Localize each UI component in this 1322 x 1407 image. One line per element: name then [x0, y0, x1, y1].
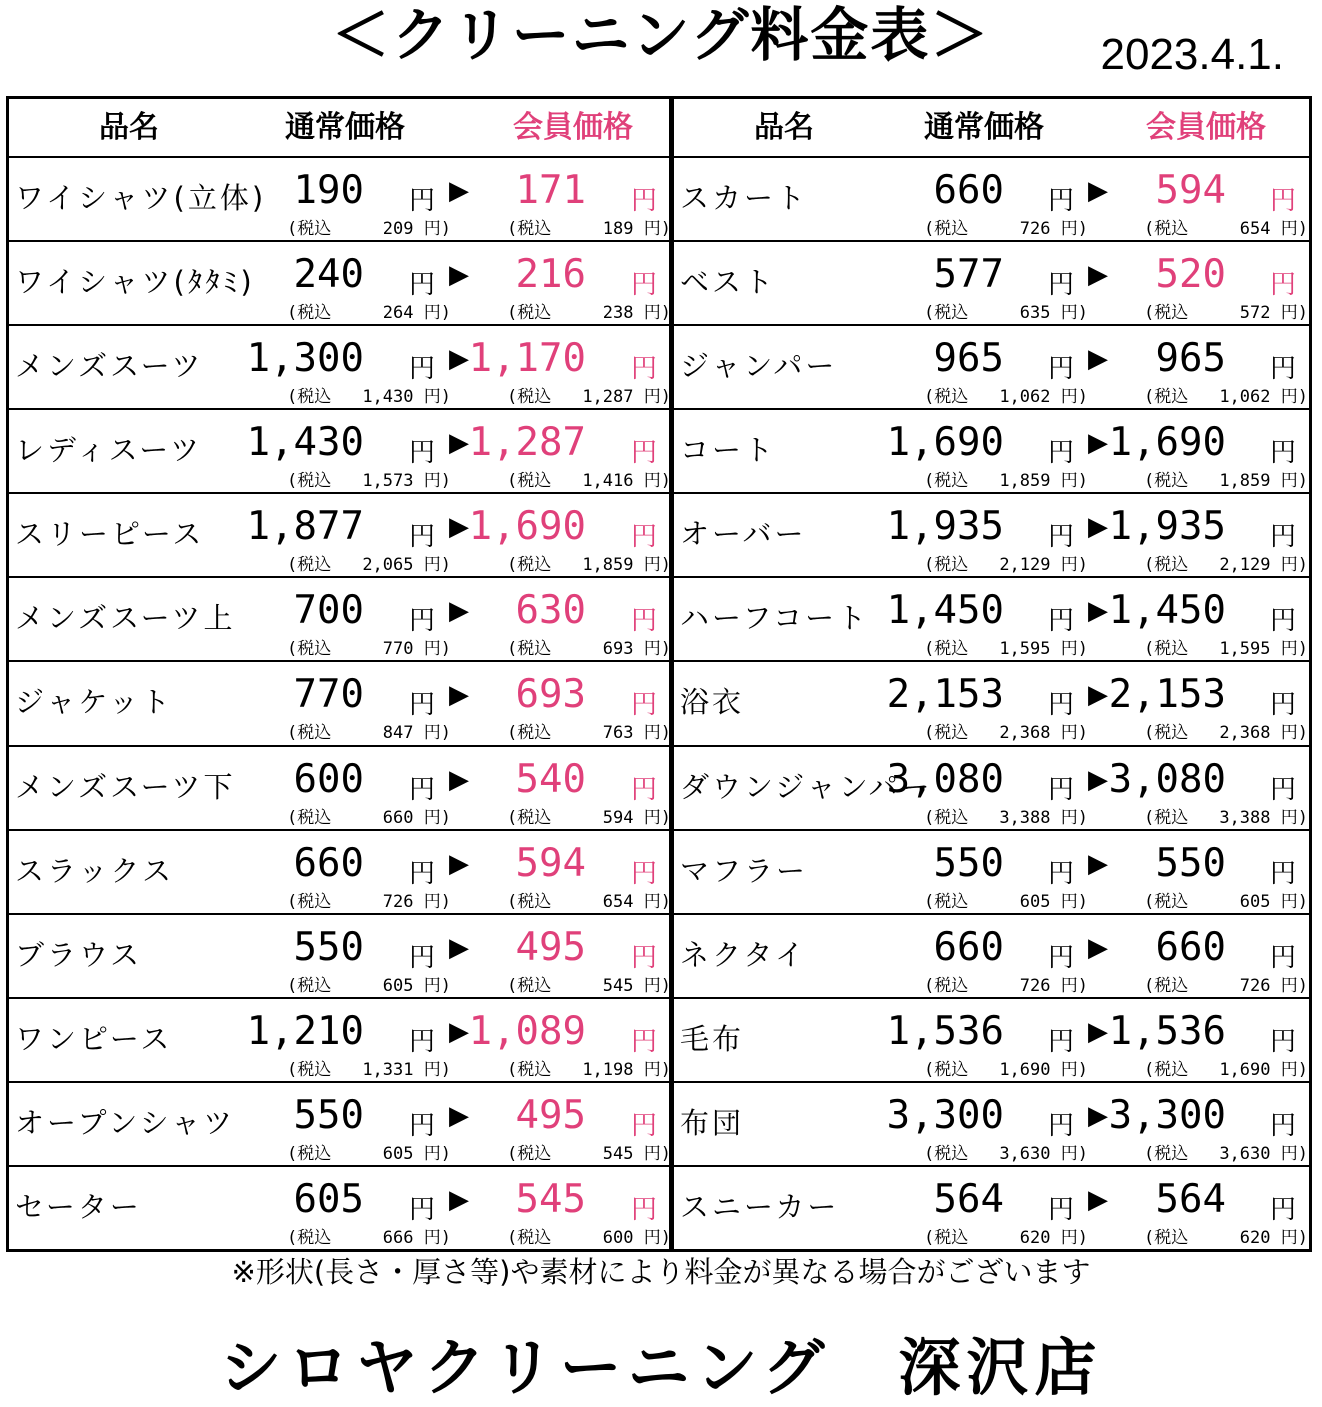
regular-tax-included: (税込 1,331 円)	[287, 1059, 451, 1080]
arrow-icon: ▶	[1088, 596, 1108, 627]
item-name: マフラー	[680, 853, 809, 888]
item-name: メンズスーツ	[15, 349, 204, 384]
yen-unit: 円	[631, 270, 658, 301]
member-price: 660	[1155, 924, 1226, 970]
regular-tax-included: (税込 1,595 円)	[924, 639, 1088, 660]
member-price: 1,450	[1108, 588, 1226, 634]
regular-tax-included: (税込 1,690 円)	[924, 1059, 1088, 1080]
table-row	[9, 326, 669, 410]
arrow-icon: ▶	[449, 512, 469, 543]
yen-unit: 円	[1048, 606, 1075, 637]
member-tax-included: (税込 1,287 円)	[507, 387, 671, 408]
yen-unit: 円	[631, 186, 658, 216]
arrow-icon: ▶	[1088, 1016, 1108, 1047]
member-price: 545	[515, 1176, 586, 1222]
member-price: 630	[515, 588, 586, 634]
yen-unit: 円	[1048, 270, 1075, 301]
item-name: スリーピース	[15, 517, 205, 552]
member-price: 495	[515, 1092, 586, 1138]
table-row	[674, 662, 1309, 746]
member-price: 171	[515, 168, 586, 213]
arrow-icon: ▶	[449, 596, 469, 627]
yen-unit: 円	[1270, 1110, 1297, 1141]
member-price: 550	[1155, 840, 1226, 886]
yen-unit: 円	[409, 186, 436, 216]
member-price: 3,300	[1108, 1092, 1226, 1138]
item-name: オーバー	[680, 517, 807, 552]
header-member-price: 会員価格	[1146, 110, 1266, 145]
item-name: メンズスーツ下	[15, 769, 236, 804]
table-row	[674, 747, 1309, 831]
table-row	[674, 494, 1309, 578]
regular-tax-included: (税込 2,368 円)	[924, 723, 1088, 744]
table-row	[9, 831, 669, 915]
yen-unit: 円	[631, 522, 658, 553]
yen-unit: 円	[1048, 1110, 1075, 1141]
yen-unit: 円	[1048, 1026, 1075, 1057]
item-name: ハーフコート	[680, 601, 870, 636]
member-price: 594	[515, 840, 586, 886]
yen-unit: 円	[1270, 186, 1297, 216]
arrow-icon: ▶	[449, 1184, 469, 1215]
yen-unit: 円	[631, 1110, 658, 1141]
page-title: ＜クリーニング料金表＞	[331, 1, 991, 69]
item-name: コート	[680, 433, 777, 468]
table-row	[9, 158, 669, 242]
item-name: レディスーツ	[15, 433, 203, 468]
regular-tax-included: (税込 605 円)	[924, 891, 1088, 912]
arrow-icon: ▶	[449, 1016, 469, 1047]
yen-unit: 円	[409, 270, 436, 301]
regular-price: 770	[293, 672, 364, 718]
regular-price: 577	[933, 252, 1004, 298]
yen-unit: 円	[631, 774, 658, 805]
member-tax-included: (税込 1,062 円)	[1144, 387, 1308, 408]
yen-unit: 円	[1270, 1026, 1297, 1057]
member-tax-included: (税込 189 円)	[507, 219, 671, 239]
regular-tax-included: (税込 3,388 円)	[924, 807, 1088, 828]
regular-tax-included: (税込 1,430 円)	[287, 387, 451, 408]
yen-unit: 円	[1270, 942, 1297, 973]
arrow-icon: ▶	[449, 1100, 469, 1131]
table-header-left	[9, 99, 669, 158]
table-row	[674, 578, 1309, 662]
member-price: 216	[515, 252, 586, 298]
regular-tax-included: (税込 605 円)	[287, 975, 451, 996]
regular-price: 660	[293, 840, 364, 886]
yen-unit: 円	[409, 1026, 436, 1057]
item-name: 布団	[680, 1105, 745, 1140]
regular-price: 564	[933, 1176, 1004, 1222]
regular-price: 1,690	[886, 420, 1004, 466]
yen-unit: 円	[1270, 606, 1297, 637]
yen-unit: 円	[1270, 438, 1297, 469]
yen-unit: 円	[1048, 1194, 1075, 1225]
item-name: スニーカー	[680, 1189, 840, 1224]
yen-unit: 円	[409, 606, 436, 637]
regular-tax-included: (税込 264 円)	[287, 303, 451, 324]
arrow-icon: ▶	[449, 176, 469, 206]
regular-tax-included: (税込 1,859 円)	[924, 471, 1088, 492]
member-tax-included: (税込 654 円)	[1144, 219, 1308, 239]
table-row	[9, 915, 669, 999]
regular-tax-included: (税込 3,630 円)	[924, 1143, 1088, 1164]
arrow-icon: ▶	[1088, 428, 1108, 459]
member-tax-included: (税込 238 円)	[507, 303, 671, 324]
regular-tax-included: (税込 660 円)	[287, 807, 451, 828]
member-tax-included: (税込 726 円)	[1144, 975, 1308, 996]
arrow-icon: ▶	[1088, 176, 1108, 206]
regular-price: 965	[933, 336, 1004, 382]
table-row	[674, 831, 1309, 915]
item-name: ワイシャツ(立体)	[15, 181, 267, 215]
member-tax-included: (税込 545 円)	[507, 975, 671, 996]
regular-tax-included: (税込 1,062 円)	[924, 387, 1088, 408]
table-row	[674, 1083, 1309, 1167]
arrow-icon: ▶	[449, 764, 469, 795]
regular-price: 3,080	[886, 756, 1004, 802]
yen-unit: 円	[1270, 522, 1297, 553]
member-tax-included: (税込 1,198 円)	[507, 1059, 671, 1080]
item-name: 毛布	[680, 1021, 745, 1056]
table-row	[9, 662, 669, 746]
table-row	[9, 494, 669, 578]
yen-unit: 円	[631, 858, 658, 889]
table-row	[674, 410, 1309, 494]
regular-tax-included: (税込 726 円)	[924, 219, 1088, 239]
yen-unit: 円	[1048, 186, 1075, 216]
yen-unit: 円	[409, 774, 436, 805]
yen-unit: 円	[631, 1026, 658, 1057]
yen-unit: 円	[1048, 858, 1075, 889]
yen-unit: 円	[409, 690, 436, 721]
price-table-left	[9, 99, 674, 1249]
regular-price: 550	[293, 924, 364, 970]
yen-unit: 円	[409, 1194, 436, 1225]
yen-unit: 円	[409, 942, 436, 973]
regular-tax-included: (税込 726 円)	[287, 891, 451, 912]
member-price: 965	[1155, 336, 1226, 382]
yen-unit: 円	[409, 438, 436, 469]
regular-price: 2,153	[886, 672, 1004, 718]
member-price: 564	[1155, 1176, 1226, 1222]
arrow-icon: ▶	[1088, 1184, 1108, 1215]
member-price: 2,153	[1108, 672, 1226, 718]
arrow-icon: ▶	[1088, 344, 1108, 375]
item-name: セーター	[15, 1189, 142, 1224]
price-table	[6, 96, 1312, 1252]
item-name: スラックス	[15, 853, 175, 888]
price-table-right	[674, 99, 1309, 1249]
regular-price: 1,430	[246, 420, 364, 466]
regular-price: 1,300	[246, 336, 364, 382]
arrow-icon: ▶	[449, 260, 469, 291]
yen-unit: 円	[1048, 690, 1075, 721]
table-row	[674, 242, 1309, 326]
regular-price: 1,536	[886, 1008, 1004, 1054]
item-name: ダウンジャンパー	[680, 769, 933, 804]
header-regular-price: 通常価格	[924, 110, 1044, 145]
regular-price: 1,450	[886, 588, 1004, 634]
member-tax-included: (税込 620 円)	[1144, 1227, 1308, 1248]
member-tax-included: (税込 2,368 円)	[1144, 723, 1308, 744]
arrow-icon: ▶	[1088, 764, 1108, 795]
left-rows	[9, 158, 669, 1249]
yen-unit: 円	[1270, 690, 1297, 721]
arrow-icon: ▶	[1088, 1100, 1108, 1131]
item-name: ブラウス	[15, 937, 143, 972]
regular-price: 240	[293, 252, 364, 298]
arrow-icon: ▶	[1088, 260, 1108, 291]
regular-price: 1,210	[246, 1008, 364, 1054]
member-tax-included: (税込 572 円)	[1144, 303, 1308, 324]
item-name: ワイシャツ(ﾀﾀﾐ)	[15, 265, 255, 300]
regular-price: 550	[293, 1092, 364, 1138]
arrow-icon: ▶	[1088, 512, 1108, 543]
yen-unit: 円	[1048, 522, 1075, 553]
yen-unit: 円	[631, 942, 658, 973]
member-price: 1,935	[1108, 504, 1226, 550]
yen-unit: 円	[631, 438, 658, 469]
regular-price: 660	[933, 168, 1004, 213]
arrow-icon: ▶	[449, 932, 469, 963]
regular-tax-included: (税込 666 円)	[287, 1227, 451, 1248]
table-row	[674, 999, 1309, 1083]
table-row	[9, 747, 669, 831]
effective-date: 2023.4.1.	[1100, 30, 1284, 79]
shop-name: シロヤクリーニング 深沢店	[219, 1331, 1103, 1404]
regular-price: 660	[933, 924, 1004, 970]
member-tax-included: (税込 605 円)	[1144, 891, 1308, 912]
item-name: ジャケット	[15, 685, 173, 720]
yen-unit: 円	[409, 1110, 436, 1141]
regular-tax-included: (税込 209 円)	[287, 219, 451, 239]
member-tax-included: (税込 1,859 円)	[1144, 471, 1308, 492]
regular-tax-included: (税込 770 円)	[287, 639, 451, 660]
member-price: 495	[515, 924, 586, 970]
member-price: 594	[1155, 168, 1226, 213]
yen-unit: 円	[1048, 942, 1075, 973]
member-price: 1,536	[1108, 1008, 1226, 1054]
table-row	[9, 578, 669, 662]
member-tax-included: (税込 1,416 円)	[507, 471, 671, 492]
item-name: ベスト	[680, 265, 777, 300]
member-tax-included: (税込 600 円)	[507, 1227, 671, 1248]
yen-unit: 円	[409, 522, 436, 553]
regular-tax-included: (税込 847 円)	[287, 723, 451, 744]
yen-unit: 円	[1048, 774, 1075, 805]
header-member-price: 会員価格	[513, 110, 633, 145]
member-tax-included: (税込 3,630 円)	[1144, 1143, 1308, 1164]
yen-unit: 円	[1048, 438, 1075, 469]
regular-price: 190	[293, 168, 364, 213]
item-name: 浴衣	[680, 685, 745, 720]
yen-unit: 円	[409, 354, 436, 385]
member-tax-included: (税込 594 円)	[507, 807, 671, 828]
item-name: スカート	[680, 181, 809, 215]
yen-unit: 円	[631, 606, 658, 637]
member-tax-included: (税込 1,859 円)	[507, 555, 671, 576]
member-tax-included: (税込 545 円)	[507, 1143, 671, 1164]
table-row	[9, 410, 669, 494]
member-price: 1,170	[468, 336, 586, 382]
regular-tax-included: (税込 1,573 円)	[287, 471, 451, 492]
arrow-icon: ▶	[1088, 848, 1108, 879]
regular-price: 700	[293, 588, 364, 634]
member-tax-included: (税込 693 円)	[507, 639, 671, 660]
yen-unit: 円	[1270, 270, 1297, 301]
item-name: オープンシャツ	[15, 1105, 236, 1140]
member-price: 693	[515, 672, 586, 718]
regular-tax-included: (税込 635 円)	[924, 303, 1088, 324]
regular-price: 550	[933, 840, 1004, 886]
table-row	[674, 158, 1309, 242]
item-name: ジャンパー	[680, 349, 838, 384]
regular-tax-included: (税込 620 円)	[924, 1227, 1088, 1248]
member-tax-included: (税込 1,690 円)	[1144, 1059, 1308, 1080]
regular-price: 3,300	[886, 1092, 1004, 1138]
member-tax-included: (税込 2,129 円)	[1144, 555, 1308, 576]
member-tax-included: (税込 763 円)	[507, 723, 671, 744]
member-price: 1,690	[1108, 420, 1226, 466]
table-row	[9, 242, 669, 326]
regular-price: 1,935	[886, 504, 1004, 550]
item-name: メンズスーツ上	[15, 601, 236, 636]
header-regular-price: 通常価格	[285, 110, 405, 145]
yen-unit: 円	[409, 858, 436, 889]
arrow-icon: ▶	[1088, 680, 1108, 711]
yen-unit: 円	[1270, 858, 1297, 889]
right-rows	[674, 158, 1309, 1249]
regular-price: 605	[293, 1176, 364, 1222]
table-header-right	[674, 99, 1309, 158]
yen-unit: 円	[1270, 1194, 1297, 1225]
header-name: 品名	[99, 110, 159, 145]
regular-tax-included: (税込 726 円)	[924, 975, 1088, 996]
member-price: 1,089	[468, 1008, 586, 1054]
arrow-icon: ▶	[449, 680, 469, 711]
table-row	[9, 999, 669, 1083]
member-price: 540	[515, 756, 586, 802]
member-tax-included: (税込 1,595 円)	[1144, 639, 1308, 660]
item-name: ワンピース	[15, 1021, 173, 1056]
yen-unit: 円	[631, 354, 658, 385]
table-row	[9, 1083, 669, 1167]
arrow-icon: ▶	[449, 344, 469, 375]
yen-unit: 円	[631, 1194, 658, 1225]
yen-unit: 円	[1270, 774, 1297, 805]
item-name: ネクタイ	[680, 937, 807, 972]
member-price: 1,287	[468, 420, 586, 466]
regular-tax-included: (税込 2,065 円)	[287, 555, 451, 576]
arrow-icon: ▶	[449, 428, 469, 459]
arrow-icon: ▶	[449, 848, 469, 879]
yen-unit: 円	[631, 690, 658, 721]
arrow-icon: ▶	[1088, 932, 1108, 963]
yen-unit: 円	[1270, 354, 1297, 385]
yen-unit: 円	[1048, 354, 1075, 385]
pricing-note: ※形状(長さ・厚さ等)や素材により料金が異なる場合がございます	[231, 1255, 1091, 1289]
regular-tax-included: (税込 2,129 円)	[924, 555, 1088, 576]
table-row	[9, 1167, 669, 1249]
member-tax-included: (税込 3,388 円)	[1144, 807, 1308, 828]
table-row	[674, 915, 1309, 999]
table-row	[674, 1167, 1309, 1249]
member-tax-included: (税込 654 円)	[507, 891, 671, 912]
regular-tax-included: (税込 605 円)	[287, 1143, 451, 1164]
member-price: 3,080	[1108, 756, 1226, 802]
member-price: 1,690	[468, 504, 586, 550]
header-name: 品名	[754, 110, 814, 145]
regular-price: 600	[293, 756, 364, 802]
regular-price: 1,877	[246, 504, 364, 550]
member-price: 520	[1155, 252, 1226, 298]
table-row	[674, 326, 1309, 410]
